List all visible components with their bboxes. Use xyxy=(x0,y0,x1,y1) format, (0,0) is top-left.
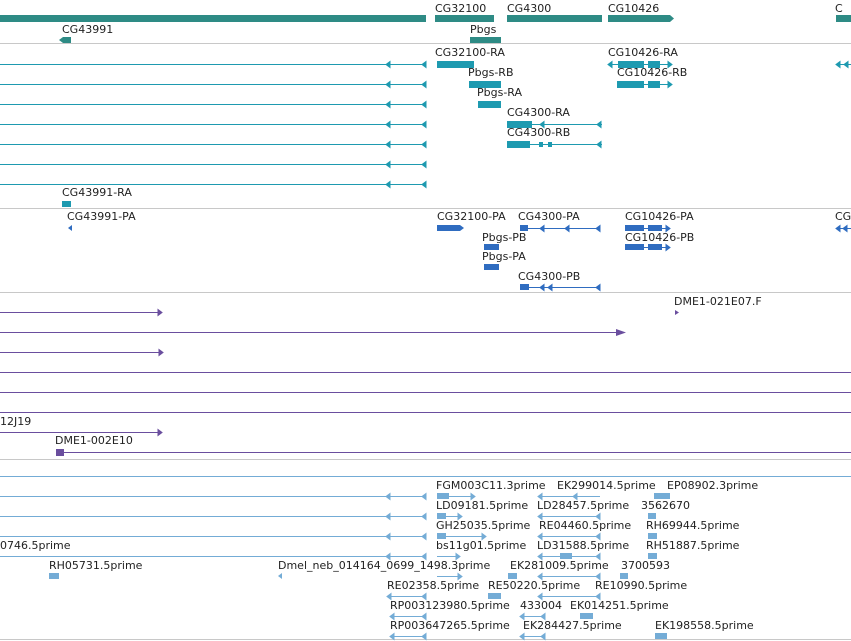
est-label[interactable]: EK014251.5prime xyxy=(570,599,669,612)
protein-feature-arrow[interactable] xyxy=(460,225,464,231)
protein-label[interactable]: Pbgs-PA xyxy=(482,250,526,263)
transcript-exon[interactable] xyxy=(548,142,552,147)
protein-feature[interactable] xyxy=(484,264,499,270)
gene-feature[interactable] xyxy=(435,15,494,22)
protein-feature[interactable] xyxy=(68,225,72,231)
transcript-label[interactable]: CG43991-RA xyxy=(62,186,132,199)
protein-feature[interactable] xyxy=(437,225,460,231)
est-feature[interactable] xyxy=(278,573,282,579)
gene-label[interactable]: CG32100 xyxy=(435,2,487,15)
est-feature[interactable] xyxy=(655,633,667,639)
protein-label[interactable]: CG32100-PA xyxy=(437,210,506,223)
est-label[interactable]: RE04460.5prime xyxy=(539,519,632,532)
est-label[interactable]: RE10990.5prime xyxy=(595,579,688,592)
est-label[interactable]: LD09181.5prime xyxy=(436,499,529,512)
protein-label[interactable]: CG4300-PA xyxy=(518,210,580,223)
transcript-label[interactable]: Pbgs-RB xyxy=(468,66,514,79)
protein-label[interactable]: CG4300-PB xyxy=(518,270,581,283)
protein-label[interactable]: Pbgs-PB xyxy=(482,231,527,244)
transcript-label[interactable]: CG10426-RB xyxy=(617,66,688,79)
est-label[interactable]: RE02358.5prime xyxy=(387,579,480,592)
protein-feature[interactable] xyxy=(625,244,644,250)
transcript-exon[interactable] xyxy=(62,201,71,207)
est-label[interactable]: EK284427.5prime xyxy=(523,619,622,632)
est-label[interactable]: EK281009.5prime xyxy=(510,559,609,572)
gene-label[interactable]: CG10426 xyxy=(608,2,660,15)
transcript-label[interactable]: CG4300-RA xyxy=(507,106,570,119)
gene-feature[interactable] xyxy=(836,15,851,22)
transcript-exon[interactable] xyxy=(478,101,501,108)
clone-label[interactable]: 12J19 xyxy=(0,415,32,428)
gene-feature[interactable] xyxy=(63,37,71,43)
transcript-label[interactable]: CG4300-RB xyxy=(507,126,571,139)
transcript-exon[interactable] xyxy=(539,142,543,147)
gene-label[interactable]: Pbgs xyxy=(470,23,497,36)
est-label[interactable]: FGM003C11.3prime xyxy=(436,479,546,492)
est-label[interactable]: 3700593 xyxy=(621,559,670,572)
est-label[interactable]: LD31588.5prime xyxy=(537,539,630,552)
transcript-exon[interactable] xyxy=(648,81,660,88)
est-label[interactable]: 0746.5prime xyxy=(0,539,71,552)
est-label[interactable]: RP003647265.5prime xyxy=(390,619,510,632)
gene-feature-arrow[interactable] xyxy=(59,37,63,43)
est-label[interactable]: 433004 xyxy=(520,599,562,612)
transcript-label[interactable]: Pbgs-RA xyxy=(477,86,523,99)
protein-label[interactable]: CG10426-PB xyxy=(625,231,695,244)
clone-arrow[interactable] xyxy=(616,329,626,336)
est-label[interactable]: RH51887.5prime xyxy=(646,539,740,552)
transcript-label[interactable]: CG32100-RA xyxy=(435,46,505,59)
protein-feature[interactable] xyxy=(648,244,662,250)
protein-label[interactable]: CG xyxy=(835,210,851,223)
est-label[interactable]: EP08902.3prime xyxy=(667,479,759,492)
est-label[interactable]: RE50220.5prime xyxy=(488,579,581,592)
transcript-exon[interactable] xyxy=(507,141,530,148)
clone-label[interactable]: DME1-002E10 xyxy=(55,434,133,447)
transcript-exon[interactable] xyxy=(617,81,644,88)
est-feature[interactable] xyxy=(49,573,59,579)
gene-feature[interactable] xyxy=(608,15,670,22)
transcript-label[interactable]: CG10426-RA xyxy=(608,46,678,59)
protein-feature[interactable] xyxy=(520,284,529,290)
gene-label[interactable]: C xyxy=(835,2,843,15)
gene-feature-arrow[interactable] xyxy=(670,15,674,22)
est-label[interactable]: bs11g01.5prime xyxy=(436,539,527,552)
protein-label[interactable]: CG10426-PA xyxy=(625,210,694,223)
est-label[interactable]: GH25035.5prime xyxy=(436,519,531,532)
est-label[interactable]: EK299014.5prime xyxy=(557,479,656,492)
est-label[interactable]: RH05731.5prime xyxy=(49,559,143,572)
gene-label[interactable]: CG4300 xyxy=(507,2,552,15)
est-label[interactable]: 3562670 xyxy=(641,499,690,512)
est-label[interactable]: Dmel_neb_014164_0699_1498.3prime xyxy=(278,559,491,572)
gene-feature[interactable] xyxy=(470,37,501,43)
protein-label[interactable]: CG43991-PA xyxy=(67,210,136,223)
gene-label[interactable]: CG43991 xyxy=(62,23,114,36)
est-label[interactable]: EK198558.5prime xyxy=(655,619,754,632)
est-label[interactable]: LD28457.5prime xyxy=(537,499,630,512)
gene-feature[interactable] xyxy=(507,15,602,22)
clone-label[interactable]: DME1-021E07.F xyxy=(674,295,762,308)
clone-feature[interactable] xyxy=(675,310,679,315)
clone-feature[interactable] xyxy=(56,449,64,456)
est-label[interactable]: RH69944.5prime xyxy=(646,519,740,532)
gene-feature[interactable] xyxy=(0,15,426,22)
est-label[interactable]: RP003123980.5prime xyxy=(390,599,510,612)
